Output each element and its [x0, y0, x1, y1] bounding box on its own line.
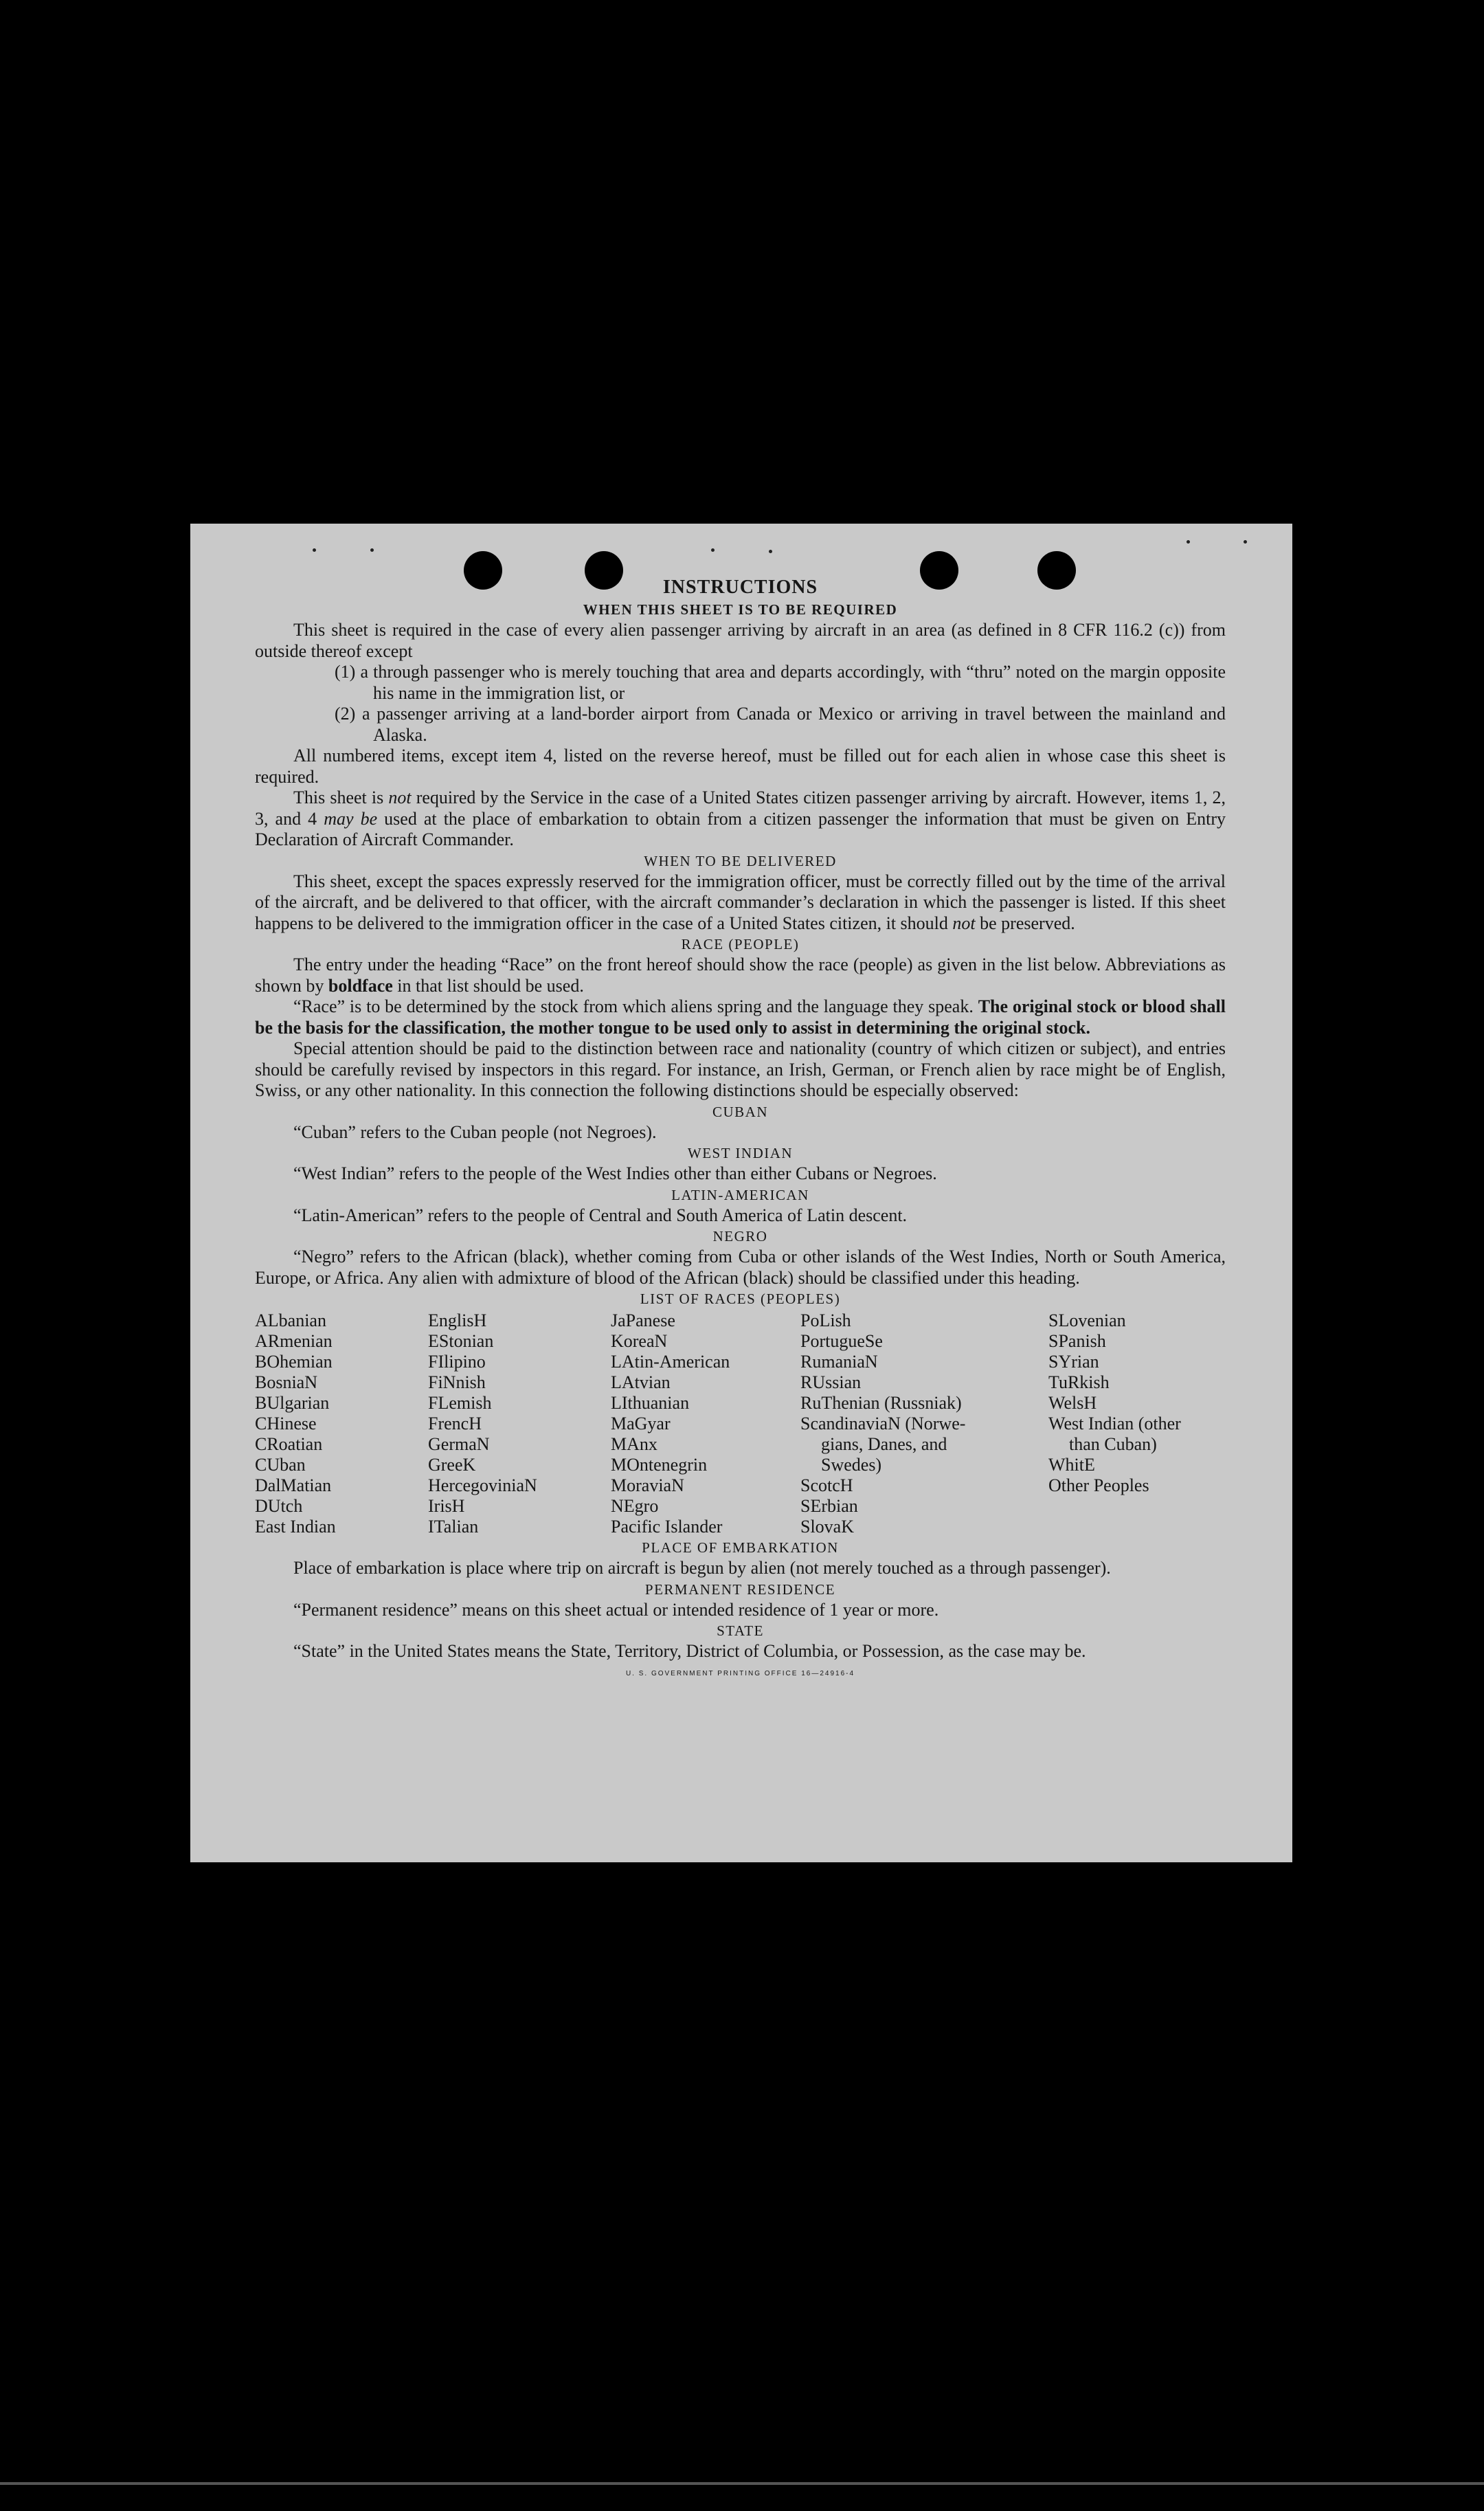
- exception-item-2: (2) a passenger arriving at a land-border airport from Canada or Mexico or arriving in travel between the mainland and Alaska.: [335, 704, 1226, 745]
- races-column-4: [800, 1310, 1048, 1537]
- exception-item-1: (1) a through passenger who is merely touching that area and departs accordingly, with “thru” noted on the margin opposite his name in the immigration list, or: [335, 662, 1226, 703]
- list-item: WhitE: [1048, 1455, 1095, 1475]
- text-segment: required by the Service in the case of a United States citizen passenger arriving by aircraft. However, items 1, 2, 3, and 4: [255, 788, 1226, 829]
- emphasis-boldface: boldface: [328, 975, 393, 996]
- races-list: [255, 1310, 1226, 1537]
- list-item: NEgro: [611, 1496, 659, 1516]
- heading-west-indian: WEST INDIAN: [687, 1145, 794, 1161]
- list-item: SPanish: [1048, 1331, 1106, 1351]
- list-item: West Indian (other: [1048, 1414, 1181, 1433]
- speck: [769, 550, 772, 553]
- list-item: WelsH: [1048, 1393, 1097, 1413]
- list-item: LAtin-American: [611, 1352, 730, 1372]
- list-item: DalMatian: [255, 1475, 332, 1495]
- text-segment: be preserved.: [975, 913, 1075, 933]
- text-segment: used at the place of embarkation to obtain from a citizen passenger the information that must be given on Entry Declaration of Aircraft Commander.: [255, 808, 1226, 849]
- page-title: INSTRUCTIONS: [662, 577, 818, 598]
- list-item: SLovenian: [1048, 1310, 1126, 1330]
- list-item: CRoatian: [255, 1434, 323, 1454]
- heading-when-delivered: WHEN TO BE DELIVERED: [644, 852, 837, 869]
- list-item: ALbanian: [255, 1310, 326, 1330]
- paragraph-delivered: [255, 871, 1226, 935]
- list-item: LAtvian: [611, 1372, 671, 1392]
- list-item: FiNnish: [428, 1372, 486, 1392]
- list-item: HercegoviniaN: [428, 1475, 537, 1495]
- paragraph-embarkation: Place of embarkation is place where trip on aircraft is begun by alien (not merely touched as a through passenger).: [293, 1558, 1111, 1578]
- heading-race: RACE (PEOPLE): [681, 936, 800, 952]
- text-segment: This sheet is: [293, 788, 389, 807]
- paragraph-race-stock: [255, 996, 1226, 1038]
- list-item: PortugueSe: [800, 1331, 883, 1351]
- paragraph-residence: “Permanent residence” means on this sheet actual or intended residence of 1 year or more.: [293, 1599, 939, 1620]
- races-column-5: [1048, 1310, 1226, 1537]
- list-item: FLemish: [428, 1393, 492, 1413]
- list-item: MOntenegrin: [611, 1455, 708, 1475]
- list-item-continuation: Swedes): [821, 1455, 882, 1475]
- heading-when-required: WHEN THIS SHEET IS TO BE REQUIRED: [583, 601, 898, 618]
- list-item: JaPanese: [611, 1310, 675, 1330]
- list-item: ITalian: [428, 1517, 479, 1537]
- list-item: MAnx: [611, 1434, 657, 1454]
- text-segment: The entry under the heading “Race” on the front hereof should show the race (people) as given in the list below. Abbreviations as shown by: [255, 955, 1226, 996]
- paragraph-latin-american: “Latin-American” refers to the people of Central and South America of Latin descent.: [293, 1205, 908, 1225]
- list-item: EStonian: [428, 1331, 494, 1351]
- heading-cuban: CUBAN: [712, 1103, 768, 1120]
- heading-negro: NEGRO: [712, 1228, 768, 1245]
- emphasis-original-stock: The original stock or blood shall be the basis for the classification, the mother tongue to be used only to assist in determining the original stock.: [255, 996, 1226, 1038]
- speck: [711, 548, 715, 552]
- list-item: CHinese: [255, 1414, 317, 1433]
- list-item: SlovaK: [800, 1517, 854, 1537]
- list-item: BOhemian: [255, 1352, 333, 1372]
- document-sheet: [190, 524, 1292, 1862]
- list-item: ScandinaviaN (Norwe-: [800, 1414, 966, 1433]
- paragraph-state: “State” in the United States means the State, Territory, District of Columbia, or Possession, as the case may be.: [293, 1641, 1086, 1661]
- bottom-scan-edge: [0, 2482, 1484, 2485]
- list-item: Other Peoples: [1048, 1475, 1149, 1495]
- list-item: East Indian: [255, 1517, 336, 1537]
- speck: [370, 548, 374, 552]
- list-item: DUtch: [255, 1496, 303, 1516]
- list-item: FrencH: [428, 1414, 482, 1433]
- list-item: CUban: [255, 1455, 306, 1475]
- emphasis-not: not: [952, 913, 976, 933]
- list-item: EnglisH: [428, 1310, 487, 1330]
- paragraph-required: This sheet is required in the case of every alien passenger arriving by aircraft in an area (as defined in 8 CFR 116.2 (c)) from outside thereof except: [255, 620, 1226, 661]
- list-item: RumaniaN: [800, 1352, 878, 1372]
- paragraph-not-required: [255, 788, 1226, 851]
- paragraph-negro: “Negro” refers to the African (black), whether coming from Cuba or other islands of the West Indies, North or South America, Europe, or Africa. Any alien with admixture of blood of the African (black) should be classified under this heading.: [255, 1247, 1226, 1288]
- emphasis-may-be: may be: [324, 808, 378, 829]
- list-item: FIlipino: [428, 1352, 486, 1372]
- speck: [313, 548, 316, 552]
- list-item: TuRkish: [1048, 1372, 1110, 1392]
- list-item: KoreaN: [611, 1331, 668, 1351]
- list-item: RUssian: [800, 1372, 862, 1392]
- list-item: GreeK: [428, 1455, 476, 1475]
- list-item: RuThenian (Russniak): [800, 1393, 962, 1413]
- list-item: BosniaN: [255, 1372, 317, 1392]
- races-column-3: [611, 1310, 800, 1537]
- races-column-1: [255, 1310, 428, 1537]
- text-segment: “Race” is to be determined by the stock from which aliens spring and the language they speak.: [293, 996, 978, 1016]
- paragraph-west-indian: “West Indian” refers to the people of the West Indies other than either Cubans or Negroes.: [293, 1163, 937, 1183]
- list-item: Pacific Islander: [611, 1517, 723, 1537]
- list-item: ScotcH: [800, 1475, 853, 1495]
- list-item: BUlgarian: [255, 1393, 330, 1413]
- emphasis-not: not: [388, 788, 412, 807]
- paragraph-race-entry: [255, 955, 1226, 996]
- list-item: LIthuanian: [611, 1393, 690, 1413]
- instructions-content: [255, 576, 1226, 1684]
- text-segment: in that list should be used.: [392, 975, 584, 996]
- list-item: MaGyar: [611, 1414, 671, 1433]
- list-item: MoraviaN: [611, 1475, 684, 1495]
- list-item-continuation: gians, Danes, and: [821, 1434, 947, 1454]
- text-segment: This sheet, except the spaces expressly reserved for the immigration officer, must be correctly filled out by the time of the arrival of the aircraft, and be delivered to that officer, with the aircraft commander’s declaration in which the passenger is listed. If this sheet happens to be delivered to the immigration officer in the case of a United States citizen, it should: [255, 871, 1226, 933]
- paragraph-cuban: “Cuban” refers to the Cuban people (not Negroes).: [293, 1121, 657, 1142]
- list-item: SYrian: [1048, 1352, 1099, 1372]
- printer-imprint: U. S. GOVERNMENT PRINTING OFFICE 16—24916-4: [625, 1669, 855, 1677]
- heading-list-of-races: LIST OF RACES (PEOPLES): [640, 1291, 841, 1307]
- speck: [1244, 540, 1247, 544]
- list-item: PoLish: [800, 1310, 851, 1330]
- heading-place-of-embarkation: PLACE OF EMBARKATION: [642, 1539, 839, 1556]
- heading-permanent-residence: PERMANENT RESIDENCE: [644, 1581, 836, 1598]
- list-item: GermaN: [428, 1434, 490, 1454]
- heading-state: STATE: [717, 1622, 764, 1639]
- list-item: SErbian: [800, 1496, 858, 1516]
- paragraph-numbered-items: All numbered items, except item 4, listed on the reverse hereof, must be filled out for each alien in whose case this sheet is required.: [255, 746, 1226, 787]
- heading-latin-american: LATIN-AMERICAN: [671, 1186, 809, 1203]
- list-item: IrisH: [428, 1496, 465, 1516]
- list-item-continuation: than Cuban): [1069, 1434, 1157, 1454]
- list-item: ARmenian: [255, 1331, 333, 1351]
- paragraph-race-nationality: Special attention should be paid to the distinction between race and nationality (country of which citizen or subject), and entries should be carefully revised by inspectors in this regard. For instance, an Irish, German, or French alien by race might be of English, Swiss, or any other nationality. In this connection the following distinctions should be especially observed:: [255, 1038, 1226, 1100]
- speck: [1187, 540, 1190, 544]
- races-column-2: [428, 1310, 611, 1537]
